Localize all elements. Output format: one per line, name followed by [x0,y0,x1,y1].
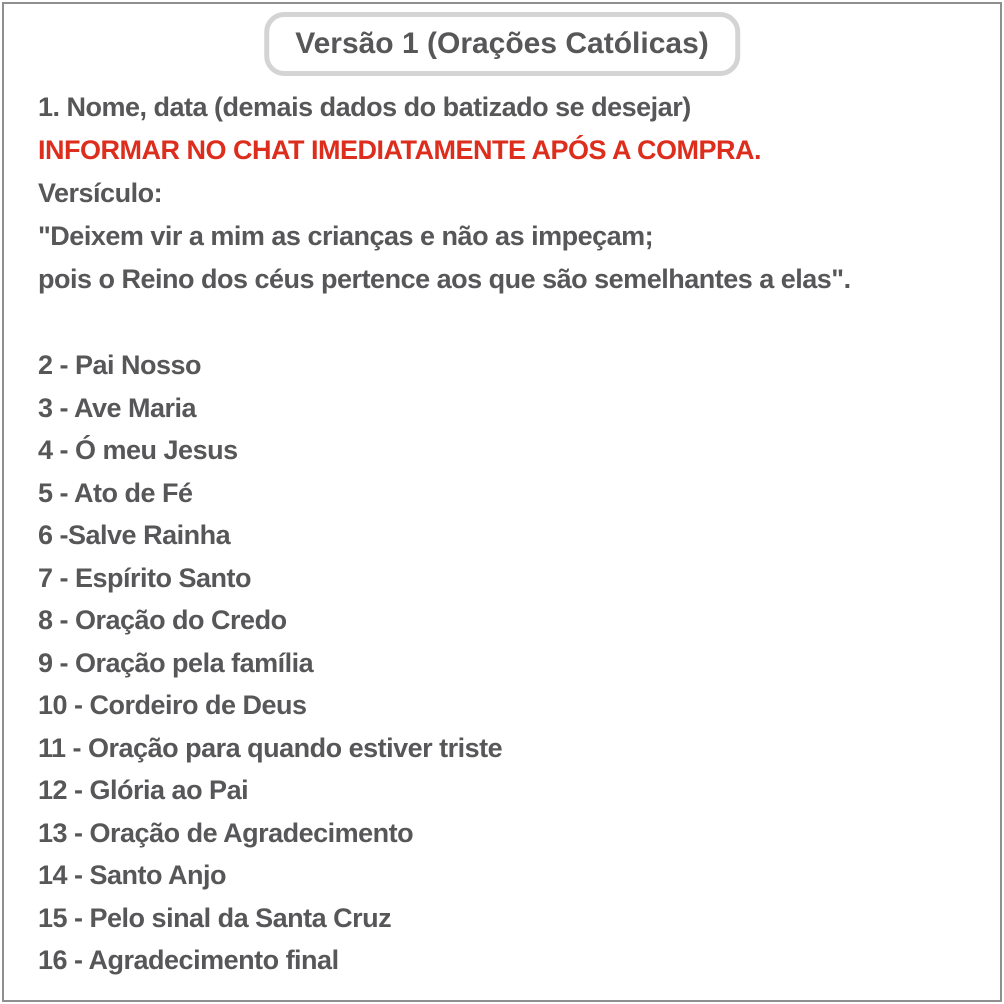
title-pill [264,12,740,76]
list-item: 8 - Oração do Credo [38,605,287,635]
list-item: 14 - Santo Anjo [38,860,227,890]
list-item: 6 -Salve Rainha [38,520,231,550]
list-item: 16 - Agradecimento final [38,945,339,975]
list-item: 3 - Ave Maria [38,392,197,423]
list-item: 11 - Oração para quando estiver triste [38,732,503,763]
list-item: 7 - Espírito Santo [38,562,252,593]
verse-line-1: "Deixem vir a mim as crianças e não as impeçam; [38,221,654,251]
spacer [38,301,980,344]
page-title: Versão 1 (Orações Católicas) [295,27,709,60]
list-item: 13 - Oração de Agradecimento [38,817,414,848]
content [38,86,980,982]
list-item: 9 - Oração pela família [38,647,314,678]
intro-line-1: 1. Nome, data (demais dados do batizado se desejar) [38,92,691,122]
list-item: 10 - Cordeiro de Deus [38,690,307,720]
list-item: 12 - Glória ao Pai [38,775,249,805]
list-item: 5 - Ato de Fé [38,477,193,508]
warning-line: INFORMAR NO CHAT IMEDIATAMENTE APÓS A COMPRA. [38,135,761,165]
list-item: 2 - Pai Nosso [38,350,202,380]
list-item: 15 - Pelo sinal da Santa Cruz [38,902,392,933]
versiculo-label: Versículo: [38,178,163,208]
verse-line-2: pois o Reino dos céus pertence aos que são semelhantes a elas". [38,264,851,294]
prayer-list [38,344,980,982]
list-item: 4 - Ó meu Jesus [38,435,238,465]
